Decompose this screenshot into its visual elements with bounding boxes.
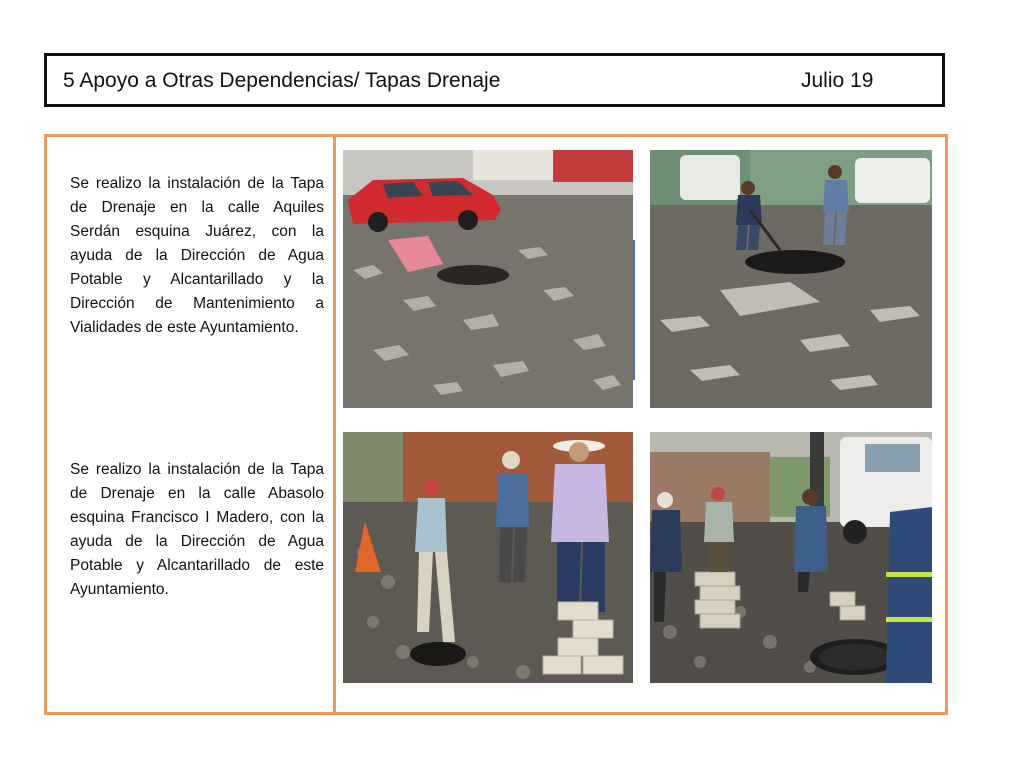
description-1: Se realizo la instalación de la Tapa de Drenaje en la calle Aquiles Serdán esquina Juárez, con la ayuda de la Dirección de Agua Potable y Alcantarillado y la Dirección de Mantenimiento a Vialidades de este Ayuntamiento. <box>70 175 324 336</box>
photo-workers-asphalt <box>650 150 932 408</box>
photo-pothole-red-car <box>343 150 633 408</box>
description-2: Se realizo la instalación de la Tapa de Drenaje en la calle Abasolo esquina Francisco I Madero, con la ayuda de la Dirección de Agua Potable y Alcantarillado de este Ayuntamiento. <box>70 461 324 598</box>
photo-workers-manhole <box>343 432 633 683</box>
title-box <box>44 53 945 107</box>
photo-divider <box>633 240 635 380</box>
slide-date: Julio 19 <box>801 69 874 92</box>
slide-title: 5 Apoyo a Otras Dependencias/ Tapas Drenaje <box>63 69 501 92</box>
photo-workers-truck-cover <box>650 432 932 683</box>
